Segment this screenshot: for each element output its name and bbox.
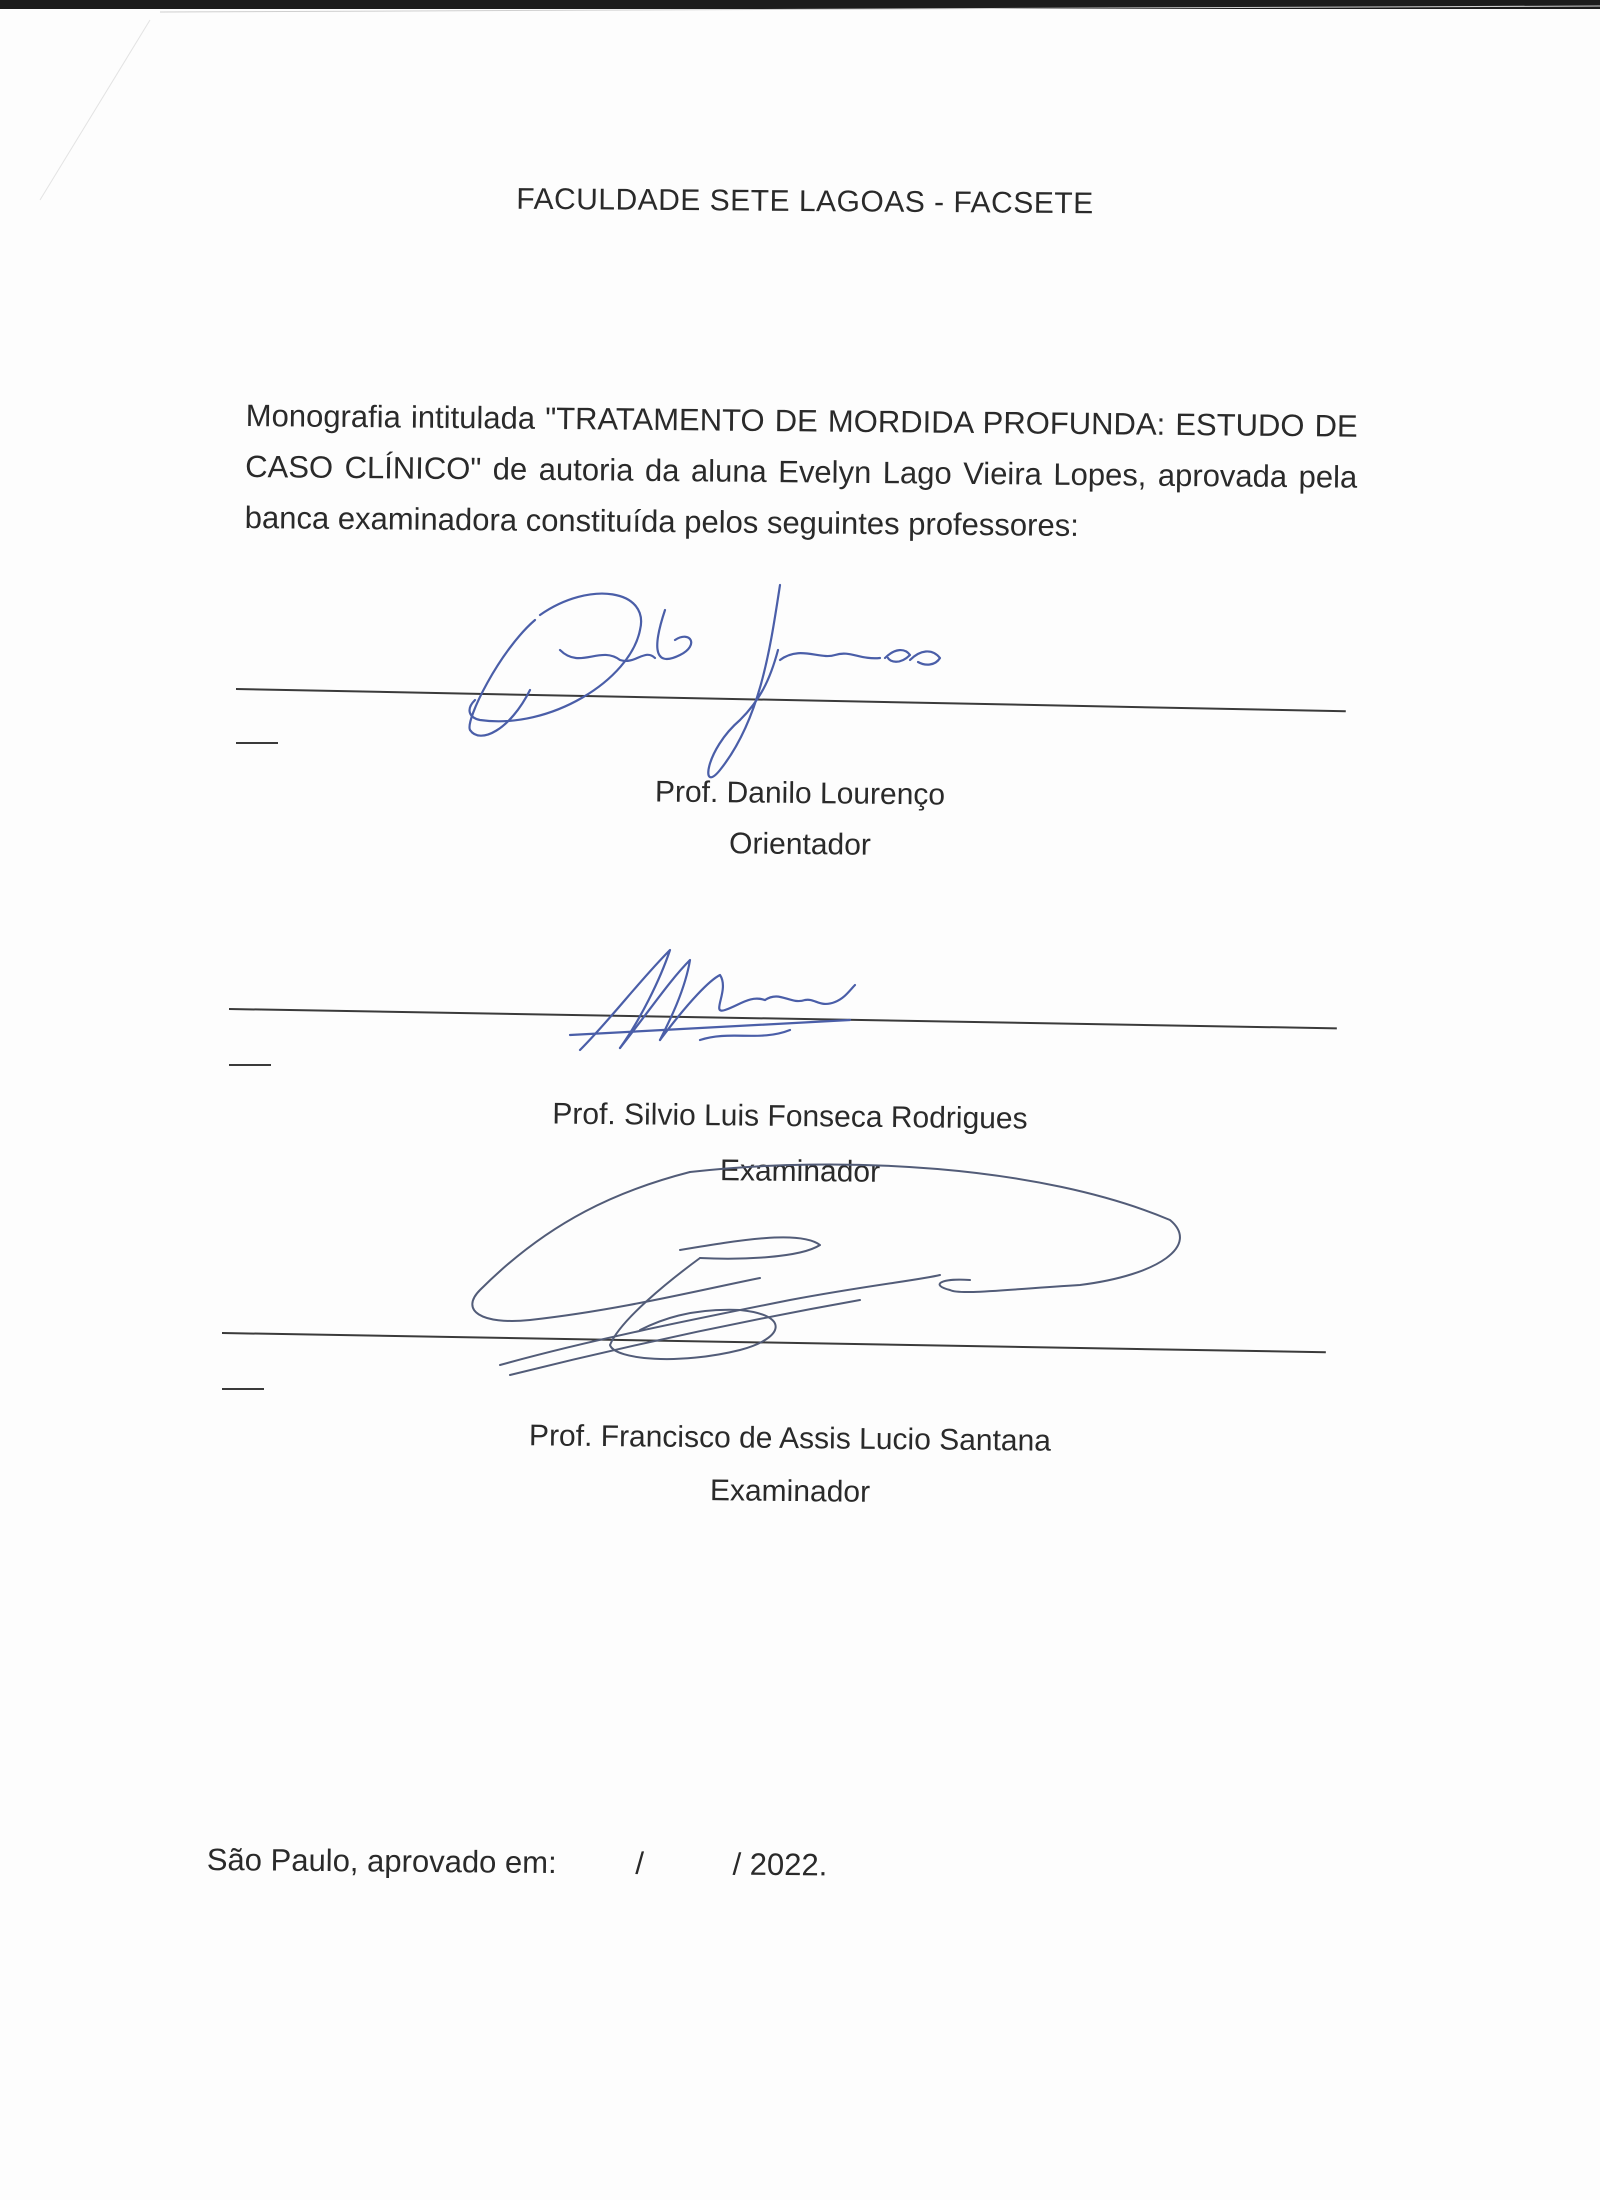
signature-silvio <box>550 930 890 1070</box>
signature-line-3-tail <box>222 1388 264 1390</box>
examiner-1-role: Orientador <box>728 827 872 862</box>
examiner-3-name: Prof. Francisco de Assis Lucio Santana <box>528 1419 1052 1458</box>
institution-title: FACULDADE SETE LAGOAS - FACSETE <box>516 182 1094 221</box>
approval-date-year: / 2022. <box>732 1846 828 1883</box>
examiner-3-role: Examinador <box>709 1474 871 1509</box>
signature-francisco <box>440 1160 1200 1390</box>
examiner-1-name: Prof. Danilo Lourenço <box>654 775 946 812</box>
signature-line-1-tail <box>236 742 278 744</box>
approval-paragraph: Monografia intitulada "TRATAMENTO DE MORDIDA PROFUNDA: ESTUDO DE CASO CLÍNICO" de autoria da aluna Evelyn Lago Vieira Lopes, aprovada pela banca examinadora constituída pelos seguintes professores: <box>244 397 1358 543</box>
approval-date-label: São Paulo, aprovado em: <box>206 1842 557 1881</box>
examiner-2-role: Examinador <box>719 1154 881 1189</box>
approval-date-day-separator: / <box>635 1845 645 1881</box>
examiner-2-name: Prof. Silvio Luis Fonseca Rodrigues <box>552 1097 1028 1136</box>
signature-line-2-tail <box>229 1064 271 1066</box>
approval-date <box>207 1842 828 1883</box>
signature-danilo <box>440 570 1000 800</box>
